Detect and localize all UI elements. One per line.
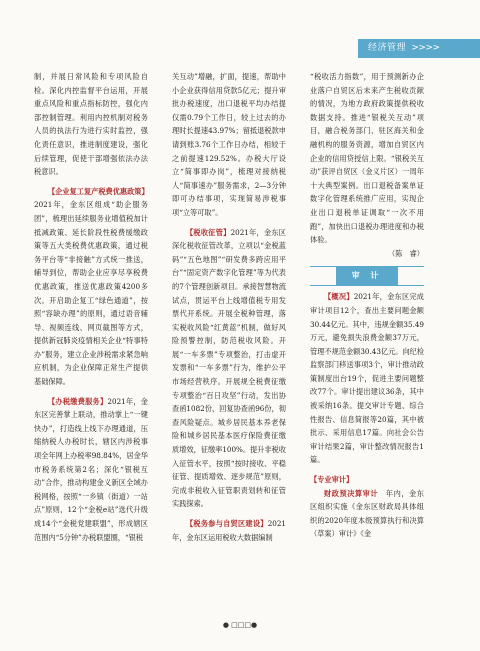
paragraph	[34, 395, 148, 545]
section-tag: 【专业审计】	[310, 475, 354, 485]
section-tag: 【办税缴费服务】	[48, 396, 108, 406]
paragraph	[310, 290, 424, 467]
paragraph: “税收活力指数”，用于预测新办企业落户自贸区后未来产生税收贡献的情况，为地方政府政策提供税收数据支持。推进“银税关互动”项目，融合税务部门、驻区海关和金融机构的服务资源，增加自贸区内企业的信用贷授信上限。“银税关互动”获评自贸区（金义片区）一周年十大典型案例。出口退税备案单证数字化管理系统推广应用，实现企业出口退税单证调取“一次不用跑”，加快出口退税办理进度和办税体验。	[310, 72, 424, 245]
paragraph	[310, 487, 424, 541]
paragraph	[172, 517, 286, 544]
paragraph-text: 2021年，金东区完成审计项目12个，查出主要问题金额30.44亿元。其中，违规金额35.49万元，避免损失浪费金额37万元，管理不规范金额30.43亿元。向纪检监察部门移送事项3个，审计推动政策制度出台19个，促进主要问题整改77个。审计提出建议36条，其中被采纳16条。提交审计专题、综合性报告、信息简报等20篇，其中被批示、采用信息17篇。向社会公告审计结果2篇，审计整改情况报告1篇。	[310, 292, 425, 465]
page-footer	[0, 621, 480, 629]
paragraph-text: 年内，金东区组织实施《金东区财政局具体组织的2020年度本级预算执行和决算（草案）审计》《金	[310, 488, 424, 539]
audit-section-title: 审 计	[336, 267, 399, 285]
section-arrows: >>>>	[411, 43, 440, 53]
section-tag: 【税收征管】	[186, 227, 231, 237]
column-3	[310, 70, 424, 541]
paragraph-text: 2021年，金东区运用税收大数据编制	[172, 519, 286, 542]
section-tag: 【概况】	[324, 292, 354, 302]
paragraph-text: 2021年，金东区组成“助企服务团”，梳理出延续服务业增值税加计抵减政策、延长阶段性税费缓缴政策等五大类税费优惠政策，通过税务平台等“非接触”方式统一推送，辅导到位，帮助企业应享尽享税费优惠政策，推送优惠政策4200多次。开启助企复工“绿色通道”，按照“容缺办理”的原则，通过语音辅导、视频连线、网页截图等方式，提供新冠肺炎疫情相关企业“特事特办”服务，建立企业涉税需求紧急响应机制，为企业保障正常生产提供基础保障。	[34, 200, 148, 387]
paragraph: 关互动”增融，扩面，提速，帮助中小企业获得信用贷款5亿元；提升审批办税速度，出口退税平均办结提仅需0.79个工作日，较上过去的办理时长提速43.97%；留抵退税款申请到账3.76个工作日办结，相较于之前提速129.52%。办税大厅设立“简事即办岗”，梳理对接纳税人“简事速办”服务需求，2—3分钟即可办结事项，实现简易涉税事项“立等可取”。	[172, 72, 286, 217]
section-header-tab	[358, 39, 480, 58]
paragraph	[172, 226, 286, 511]
section-tag: 【企业复工复产税费优惠政策】	[48, 186, 149, 196]
paragraph	[34, 185, 148, 389]
author-signature: （陈 睿）	[388, 248, 424, 258]
paragraph: 制，并展日常风险和专项风险自检。深化内控监督平台运用，开展重点风险和重点指标防控，强化内部控制管理。利用内控机制对税务人员的执法行为进行实时监控，强化责任意识，推进制度建设，强化后续管理，促使干部增强依法办法税意识。	[34, 72, 148, 177]
column-1	[34, 70, 148, 544]
sub-heading: 财政预决算审计	[324, 488, 379, 498]
paragraph	[310, 473, 424, 487]
section-label: 经济管理	[368, 43, 407, 53]
paragraph-text: 2021年，金东区完善掌上联动，推动掌上“一键快办”，打造线上线下办理通道，压缩纳税人办税时长，辖区内涉税事项全年网上办税率98.84%，居金华市税务系统第2名；深化“银税互动”合作，推动构建金义新区全域办税网格，按照“一乡镇（街道）一站点”原则，12个“金税e站”选代升级成14个“金税党建联盟”，形成辖区范围内“5分钟”办税联盟圈，“银税	[34, 396, 148, 542]
page-number: ● □□□●	[222, 621, 258, 629]
column-2	[172, 70, 286, 544]
audit-section-banner	[310, 266, 424, 286]
section-tag: 【税务参与自贸区建设】	[186, 519, 268, 528]
paragraph-text: 2021年，金东区深化税收征管改革，立项以“金税蓝码”“五色地图”“研发费多跨应用平台”“固定资产数字化管理”等为代表的7个管理创新项目。承接智慧物流试点，贯运平台上线增值税专用发票代开系统。开展全税种管理，落实税收风险“红黄蓝”机制，做好风险预警控制，防范税收风险。开展“一车多票”专项整治，打击虚开发票和“一车多票”行为，维护公平市场经营秩序。开展规全税费征缴专项整治“百日攻坚”行动，发出协查函1082份，回复协查函96份，彻查风险疑点。城乡居民基本养老保险和城乡居民基本医疗保险费征缴质增效，征缴率100%。提升非税收入征管水平，按照“按时接收、平稳征管、提质增效、逐步规范”原则，完成非税收入征管职责划转和征管实践探索。	[172, 227, 286, 509]
